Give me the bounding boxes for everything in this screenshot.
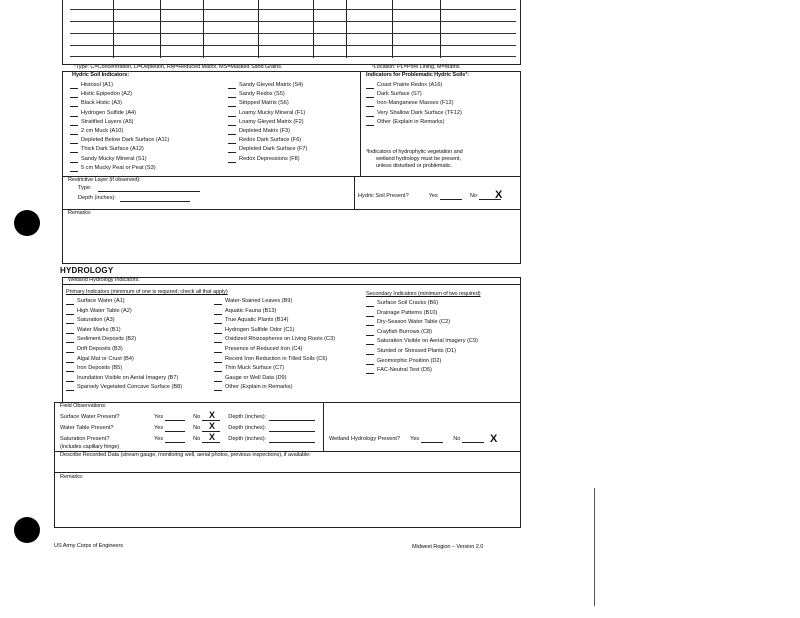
hydric-indicator-item[interactable] [70,100,122,107]
hydric-indicator-item[interactable] [228,119,304,126]
hydric-indicator-item[interactable] [70,110,136,117]
checkbox-blank[interactable] [214,347,222,353]
soil-remarks-box[interactable] [62,209,521,264]
primary-indicator-item[interactable] [214,317,289,324]
hydric-indicator-item[interactable] [228,100,289,107]
secondary-indicator-label: Surface Soil Cracks (B6) [377,300,439,306]
hydrology-title: HYDROLOGY [60,266,114,275]
observation-label: Water Table Present? [60,425,114,431]
problematic-indicator-item[interactable] [366,100,453,107]
primary-indicator-label: Water-Stained Leaves (B9) [225,298,293,304]
footer-version: Midwest Region – Version 2.0 [412,544,484,550]
hydric-indicator-label: Loamy Gleyed Matrix (F2) [239,118,304,125]
no-label: No [193,414,201,420]
hydric-indicator-item[interactable] [228,91,285,98]
primary-indicator-label: Saturation (A3) [77,317,115,324]
depth-label: Depth (inches): [228,436,267,442]
primary-indicator-label: Surface Water (A1) [77,298,125,304]
field-observations-heading: Field Observations: [60,403,107,409]
problematic-indicator-label: Very Shallow Dark Surface (TF12) [377,109,462,116]
secondary-indicator-label: Stunted or Stressed Plants (D1) [377,348,456,354]
observation-no-checkmark[interactable]: X [209,421,216,431]
hydric-indicator-label: Redox Depressions (F8) [239,155,300,162]
checkbox-blank[interactable] [66,366,74,372]
primary-indicator-item[interactable] [66,336,136,343]
primary-indicator-item[interactable] [214,346,302,353]
hydrology-remarks-box[interactable] [54,472,521,528]
checkbox-blank[interactable] [366,83,374,89]
primary-indicator-label: Water Marks (B1) [77,326,121,333]
hydric-indicator-item[interactable] [228,156,300,163]
secondary-indicator-label: Saturation Visible on Aerial Imagery (C9) [377,338,478,345]
hydrophytic-note-line-2: wetland hydrology must be present, [376,156,461,162]
hydric-indicator-label: 5 cm Mucky Peat or Peat (S3) [81,164,156,171]
checkbox-blank[interactable] [228,83,236,89]
observation-label: Surface Water Present? [60,414,120,420]
secondary-indicator-item[interactable] [366,338,478,345]
observation-label: Saturation Present? [60,436,110,442]
checkbox-blank[interactable] [214,309,222,315]
checkbox-blank[interactable] [214,357,222,363]
depth-field[interactable] [269,425,315,432]
checkbox-blank[interactable] [366,120,374,126]
hydric-indicator-label: Sandy Mucky Mineral (S1) [81,155,147,162]
secondary-indicator-item[interactable] [366,348,456,355]
secondary-indicator-label: Dry-Season Water Table (C2) [377,319,451,326]
checkbox-blank[interactable] [66,328,74,334]
hydric-indicator-item[interactable] [70,137,169,144]
primary-indicator-item[interactable] [66,365,122,372]
problematic-indicator-item[interactable] [366,119,444,126]
hydric-indicator-label: Histic Epipedon (A2) [81,91,132,98]
checkbox-blank[interactable] [214,318,222,324]
primary-indicator-label: Algal Mat or Crust (B4) [77,355,134,362]
checkbox-blank[interactable] [214,328,222,334]
problematic-indicator-item[interactable] [366,82,442,89]
scan-artifact-line [594,488,595,606]
wetland-hydrology-present-question: Wetland Hydrology Present? Yes No [329,436,484,443]
hydric-indicator-item[interactable] [70,165,156,172]
depth-label: Depth (inches): [228,414,267,420]
restrictive-depth-field[interactable]: Depth (inches): [78,195,190,202]
hydric-indicator-label: Hydrogen Sulfide (A4) [81,109,137,116]
checkbox-blank[interactable] [70,92,78,98]
primary-indicator-item[interactable] [66,317,115,324]
primary-indicator-label: Gauge or Well Data (D9) [225,374,287,381]
checkbox-blank[interactable] [214,299,222,305]
hydric-indicator-item[interactable] [228,82,303,89]
checkbox-blank[interactable] [228,147,236,153]
secondary-indicator-label: Drainage Patterns (B10) [377,309,438,316]
hydric-indicator-item[interactable] [70,146,144,153]
primary-indicator-item[interactable] [66,308,132,315]
primary-indicator-label: Oxidized Rhizospheres on Living Roots (C3) [225,336,336,343]
primary-indicator-item[interactable] [66,384,182,391]
hydric-indicator-item[interactable] [70,82,113,89]
observation-no-checkmark[interactable]: X [209,432,216,442]
primary-indicator-item[interactable] [214,384,292,391]
checkbox-blank[interactable] [66,299,74,305]
checkbox-blank[interactable] [70,147,78,153]
problematic-indicator-label: Coast Prairie Redox (A16) [377,82,443,88]
yes-blank[interactable] [165,425,185,432]
checkbox-blank[interactable] [66,376,74,382]
yes-label: Yes [154,436,164,442]
checkbox-blank[interactable] [66,357,74,363]
checkbox-blank[interactable] [214,385,222,391]
binder-hole-top [14,210,40,236]
hydric-indicator-label: Black Histic (A3) [81,100,123,107]
soil-location-footnote: ²Location: PL=Pore Lining, M=Matrix. [372,64,461,70]
checkbox-blank[interactable] [366,311,374,317]
primary-indicator-label: True Aquatic Plants (B14) [225,317,289,324]
hydric-indicator-label: Thick Dark Surface (A12) [81,146,144,153]
hydric-indicator-label: 2 cm Muck (A10) [81,128,124,134]
checkbox-blank[interactable] [70,83,78,89]
primary-indicator-label: Inundation Visible on Aerial Imagery (B7) [77,374,179,381]
checkbox-blank[interactable] [228,92,236,98]
hydric-indicator-item[interactable] [70,91,132,98]
secondary-indicator-item[interactable] [366,319,450,326]
yes-label: Yes [154,414,164,420]
checkbox-blank[interactable] [228,120,236,126]
hydric-soil-indicators-heading: Hydric Soil Indicators: [72,72,130,78]
checkbox-blank[interactable] [214,366,222,372]
primary-indicator-item[interactable] [214,308,276,315]
primary-indicator-label: High Water Table (A2) [77,307,132,314]
secondary-indicators-heading: Secondary Indicators (minimum of two required) [366,291,481,297]
hydrology-remarks-label: Remarks: [60,474,84,480]
hydric-indicator-label: Depleted Below Dark Surface (A11) [81,137,170,144]
recorded-data-label: Describe Recorded Data (stream gauge, monitoring well, aerial photos, previous inspections), if available: [60,452,311,458]
problematic-indicator-label: Dark Surface (S7) [377,91,422,98]
problematic-indicator-item[interactable] [366,110,462,117]
checkbox-blank[interactable] [366,330,374,336]
checkbox-blank[interactable] [366,368,374,374]
checkbox-blank[interactable] [366,301,374,307]
yes-blank[interactable] [165,414,185,421]
problematic-indicator-label: Iron-Manganese Masses (F12) [377,100,454,107]
primary-indicator-label: Hydrogen Sulfide Odor (C1) [225,326,295,333]
problematic-indicator-label: Other (Explain in Remarks) [377,118,445,125]
restrictive-layer-heading: Restrictive Layer (if observed): [68,177,141,183]
capillary-fringe-note: (includes capillary fringe) [60,444,120,450]
field-observation-row [60,414,315,421]
primary-indicators-heading: Primary Indicators (minimum of one is required; check all that apply) [66,289,228,295]
primary-indicator-item[interactable] [66,298,125,305]
checkbox-blank[interactable] [228,138,236,144]
hydric-indicator-label: Redox Dark Surface (F6) [239,137,302,144]
secondary-indicator-item[interactable] [366,300,438,307]
hydric-indicator-item[interactable] [228,146,307,153]
hydric-indicator-label: Stripped Matrix (S6) [239,100,289,107]
primary-indicator-label: Sparsely Vegetated Concave Surface (B8) [77,384,183,391]
checkbox-blank[interactable] [366,339,374,345]
hydric-indicator-label: Sandy Redox (S5) [239,91,285,98]
depth-field[interactable] [269,414,315,421]
depth-field[interactable] [269,436,315,443]
wetland-hydrology-indicators-heading: Wetland Hydrology Indicators: [68,277,140,283]
hydric-indicator-item[interactable] [228,128,290,135]
primary-indicator-label: Aquatic Fauna (B13) [225,307,277,314]
field-observation-row [60,436,315,443]
primary-indicator-item[interactable] [214,336,335,343]
secondary-indicator-label: Geomorphic Position (D2) [377,357,442,364]
problematic-soils-heading: Indicators for Problematic Hydric Soils³: [366,72,469,78]
checkbox-blank[interactable] [366,349,374,355]
checkbox-blank[interactable] [66,318,74,324]
checkbox-blank[interactable] [70,166,78,172]
checkbox-blank[interactable] [70,101,78,107]
primary-indicator-label: Other (Explain in Remarks) [225,384,293,391]
hydric-indicator-item[interactable] [228,137,301,144]
problematic-indicator-item[interactable] [366,91,422,98]
primary-indicator-item[interactable] [66,356,134,363]
soil-type-footnote: ¹Type: C=Concentration, D=Depletion, RM=Reduced Matrix, MS=Masked Sand Grains. [74,64,283,70]
primary-indicator-label: Thin Muck Surface (C7) [225,365,285,372]
checkbox-blank[interactable] [228,129,236,135]
primary-indicator-item[interactable] [66,346,123,353]
primary-indicator-item[interactable] [214,298,292,305]
hydric-indicator-label: Stratified Layers (A5) [81,118,134,125]
hydric-no-checkmark[interactable]: X [495,189,503,201]
checkbox-blank[interactable] [66,337,74,343]
soil-remarks-label: Remarks: [68,210,92,216]
checkbox-blank[interactable] [214,337,222,343]
hydric-indicator-label: Depleted Matrix (F3) [239,128,290,134]
primary-indicator-label: Iron Deposits (B5) [77,365,123,372]
wetland-no-checkmark[interactable]: X [490,433,498,445]
hydrophytic-note-line-3: unless disturbed or problematic. [376,163,453,169]
checkbox-blank[interactable] [366,111,374,117]
hydric-indicator-item[interactable] [70,119,134,126]
observation-no-checkmark[interactable]: X [209,410,216,420]
checkbox-blank[interactable] [366,320,374,326]
hydrophytic-note-line-1: ³Indicators of hydrophytic vegetation and [366,149,463,155]
hydric-indicator-item[interactable] [70,156,147,163]
checkbox-blank[interactable] [70,129,78,135]
yes-label: Yes [154,425,164,431]
primary-indicator-label: Drift Deposits (B3) [77,346,123,352]
checkbox-blank[interactable] [70,138,78,144]
secondary-indicator-item[interactable] [366,367,432,374]
no-label: No [193,425,201,431]
hydric-indicator-item[interactable] [70,128,123,135]
hydric-indicator-label: Histosol (A1) [81,82,114,88]
secondary-indicator-item[interactable] [366,310,437,317]
primary-indicator-label: Sediment Deposits (B2) [77,336,137,343]
checkbox-blank[interactable] [70,111,78,117]
primary-indicator-item[interactable] [66,327,121,334]
primary-indicator-item[interactable] [214,365,284,372]
secondary-indicator-item[interactable] [366,329,432,336]
primary-indicator-item[interactable] [66,375,178,382]
primary-indicator-label: Presence of Reduced Iron (C4) [225,346,303,352]
depth-label: Depth (inches): [228,425,267,431]
yes-blank[interactable] [165,436,185,443]
binder-hole-bottom [14,517,40,543]
checkbox-blank[interactable] [70,157,78,163]
checkbox-blank[interactable] [214,376,222,382]
primary-indicator-item[interactable] [214,356,327,363]
secondary-indicator-label: Crayfish Burrows (C8) [377,328,433,335]
checkbox-blank[interactable] [366,359,374,365]
hydric-indicator-label: Loamy Mucky Mineral (F1) [239,109,306,116]
checkbox-blank[interactable] [228,157,236,163]
primary-indicator-item[interactable] [214,327,294,334]
no-label: No [193,436,201,442]
checkbox-blank[interactable] [70,120,78,126]
checkbox-blank[interactable] [366,101,374,107]
footer-agency: US Army Corps of Engineers [54,543,123,549]
checkbox-blank[interactable] [66,309,74,315]
hydric-indicator-label: Sandy Gleyed Matrix (S4) [239,82,304,88]
checkbox-blank[interactable] [66,347,74,353]
secondary-indicator-item[interactable] [366,358,441,365]
checkbox-blank[interactable] [228,111,236,117]
primary-indicator-item[interactable] [214,375,286,382]
primary-indicator-label: Recent Iron Reduction in Tilled Soils (C6) [225,355,328,362]
secondary-indicator-label: FAC-Neutral Test (D5) [377,367,432,374]
restrictive-type-field[interactable]: Type: [78,185,200,192]
checkbox-blank[interactable] [366,92,374,98]
hydric-soil-present-question: Hydric Soil Present? Yes No [358,193,501,200]
hydric-indicator-label: Depleted Dark Surface (F7) [239,146,308,153]
checkbox-blank[interactable] [66,385,74,391]
hydric-indicator-item[interactable] [228,110,305,117]
field-observation-row [60,425,315,432]
checkbox-blank[interactable] [228,101,236,107]
